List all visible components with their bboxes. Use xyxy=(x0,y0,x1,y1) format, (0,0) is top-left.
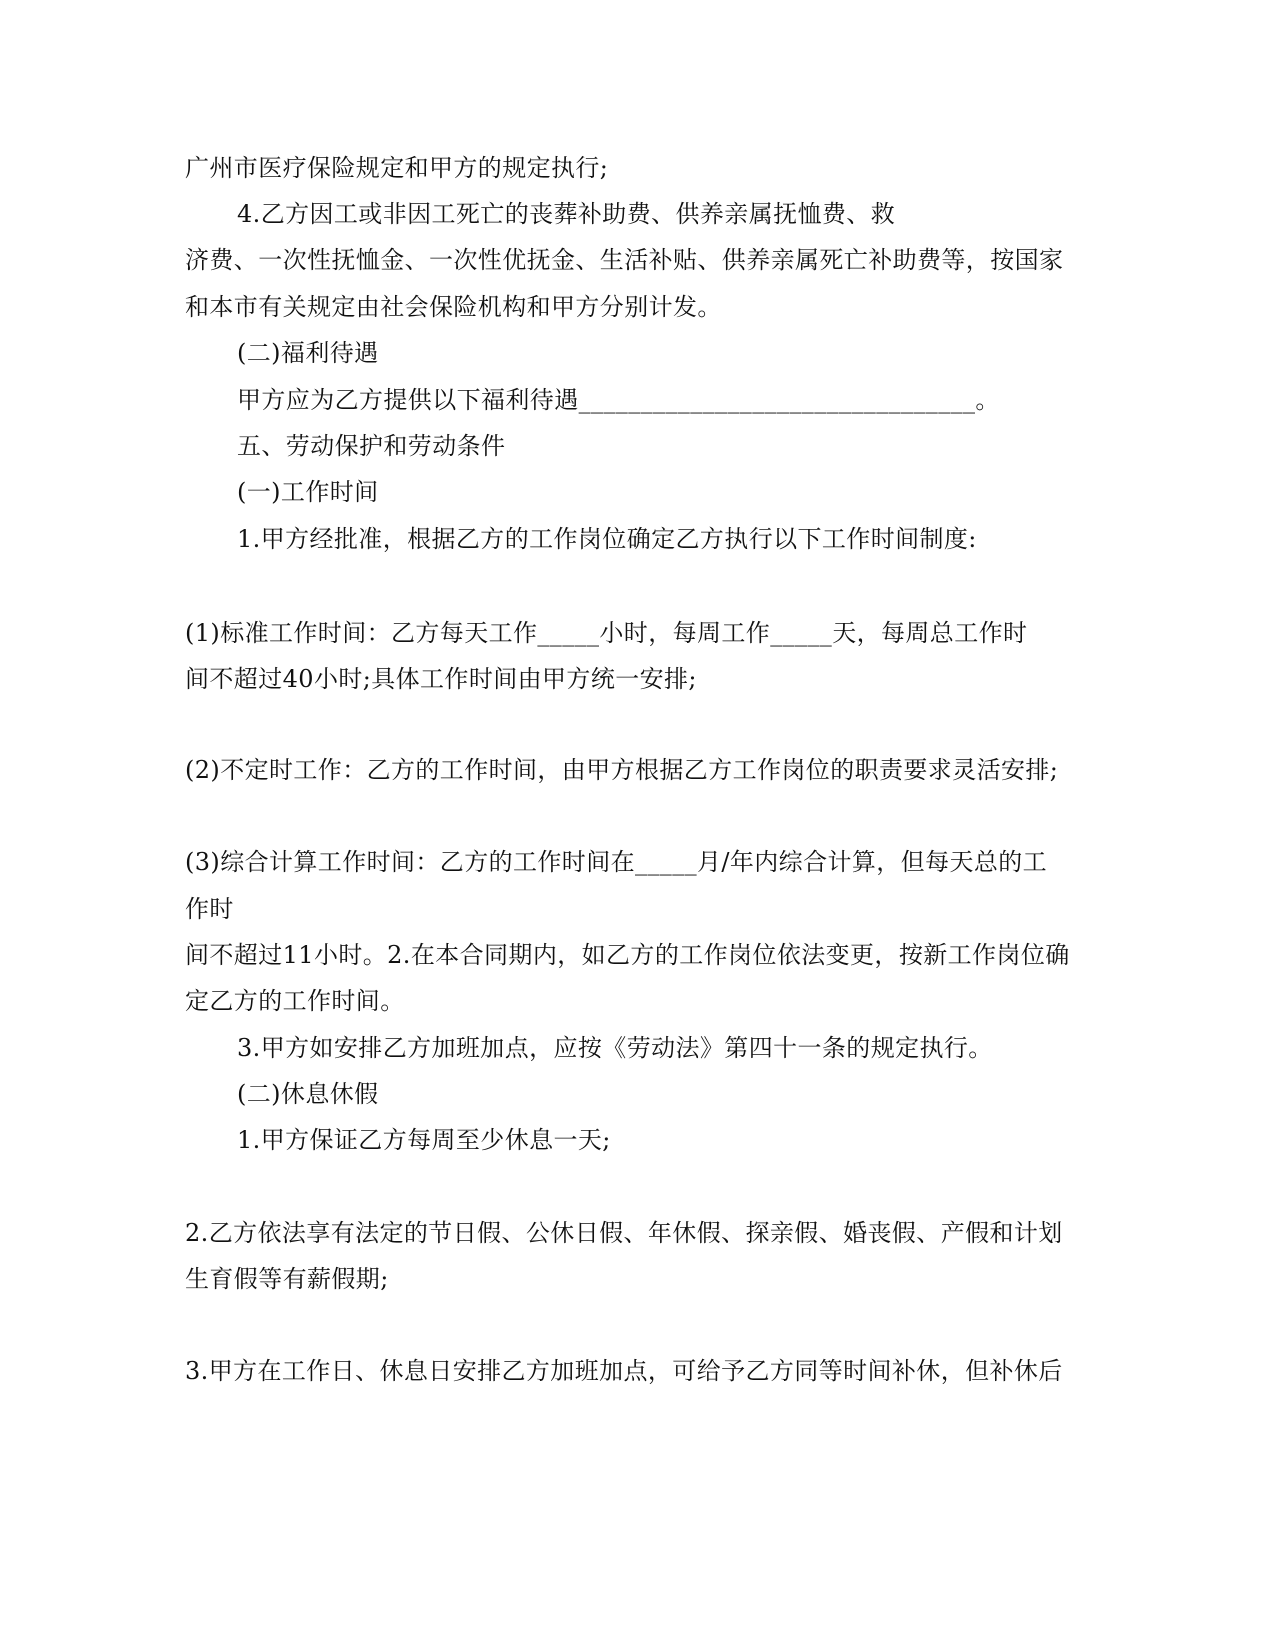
section-heading: (二)休息休假 xyxy=(237,1080,379,1108)
paragraph-line: 间不超过40小时;具体工作时间由甲方统一安排; xyxy=(185,665,697,693)
section-heading: 五、劳动保护和劳动条件 xyxy=(237,432,506,460)
paragraph-line: (1)标准工作时间：乙方每天工作_____小时，每周工作_____天，每周总工作时 xyxy=(185,619,1028,647)
paragraph-line: (3)综合计算工作时间：乙方的工作时间在_____月/年内综合计算，但每天总的工 xyxy=(185,848,1048,876)
section-heading: (一)工作时间 xyxy=(237,478,379,506)
section-heading: (二)福利待遇 xyxy=(237,339,379,367)
paragraph-line: 甲方应为乙方提供以下福利待遇________________________________。 xyxy=(237,386,1000,414)
paragraph-line: 4.乙方因工或非因工死亡的丧葬补助费、供养亲属抚恤费、救 xyxy=(237,200,896,228)
paragraph-line: 间不超过11小时。2.在本合同期内，如乙方的工作岗位依法变更，按新工作岗位确 xyxy=(185,941,1070,969)
paragraph-line: 3.甲方在工作日、休息日安排乙方加班加点，可给予乙方同等时间补休，但补休后 xyxy=(185,1357,1063,1385)
paragraph-line: 1.甲方经批准，根据乙方的工作岗位确定乙方执行以下工作时间制度: xyxy=(237,525,977,553)
paragraph-line: 2.乙方依法享有法定的节日假、公休日假、年休假、探亲假、婚丧假、产假和计划 xyxy=(185,1219,1063,1247)
paragraph-line: 定乙方的工作时间。 xyxy=(185,987,405,1015)
paragraph-line: 和本市有关规定由社会保险机构和甲方分别计发。 xyxy=(185,293,722,321)
paragraph-line: 生育假等有薪假期; xyxy=(185,1265,389,1293)
paragraph-line: (2)不定时工作：乙方的工作时间，由甲方根据乙方工作岗位的职责要求灵活安排; xyxy=(185,756,1059,784)
paragraph-line: 作时 xyxy=(185,895,234,923)
paragraph-line: 广州市医疗保险规定和甲方的规定执行; xyxy=(185,154,609,182)
paragraph-line: 济费、一次性抚恤金、一次性优抚金、生活补贴、供养亲属死亡补助费等，按国家 xyxy=(185,246,1064,274)
paragraph-line: 3.甲方如安排乙方加班加点，应按《劳动法》第四十一条的规定执行。 xyxy=(237,1034,993,1062)
paragraph-line: 1.甲方保证乙方每周至少休息一天; xyxy=(237,1126,611,1154)
